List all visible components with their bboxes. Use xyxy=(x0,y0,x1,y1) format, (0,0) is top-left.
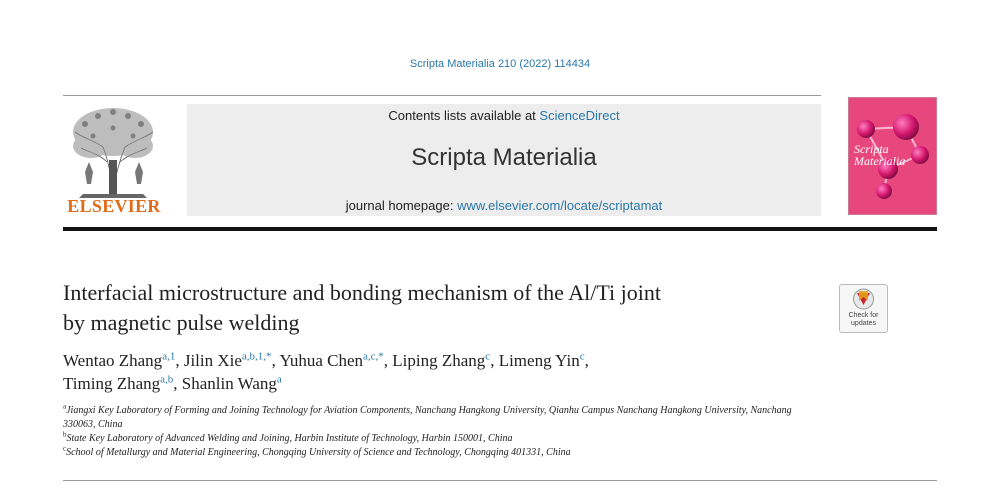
sciencedirect-link[interactable]: ScienceDirect xyxy=(539,108,620,123)
author-name[interactable]: Yuhua Chen xyxy=(279,351,364,370)
homepage-line xyxy=(187,198,821,213)
affiliation-item xyxy=(63,446,823,460)
article-title xyxy=(63,278,823,338)
journal-citation xyxy=(0,58,1000,70)
check-for-updates-button[interactable] xyxy=(839,284,888,333)
affiliation-text: School of Metallurgy and Material Engineering, Chongqing University of Science and Technology, Chongqing 401331, China xyxy=(66,447,571,458)
citation-link[interactable]: Scripta Materialia 210 (2022) 114434 xyxy=(409,58,591,70)
author-name[interactable]: Wentao Zhang xyxy=(63,351,163,370)
author-affil-marker[interactable]: a,1 xyxy=(162,350,176,363)
crossmark-line2: updates xyxy=(851,320,876,327)
author-name[interactable]: Shanlin Wang xyxy=(181,374,277,393)
header-thick-divider xyxy=(63,227,937,231)
article-title-line2: by magnetic pulse welding xyxy=(63,310,300,335)
author-name[interactable]: Timing Zhang xyxy=(63,374,161,393)
author-name[interactable]: Jilin Xie xyxy=(183,351,242,370)
author-separator: , xyxy=(490,351,499,370)
author-affil-marker[interactable]: a,b xyxy=(160,373,174,386)
author-line-1 xyxy=(63,349,823,372)
affiliation-item xyxy=(63,432,823,446)
author-name[interactable]: Limeng Yin xyxy=(498,351,580,370)
affiliation-label: b xyxy=(63,430,67,439)
affiliation-text: Jiangxi Key Laboratory of Forming and Joining Technology for Aviation Components, Nanchang Hangkong University, Qianhu Campus Nanchang Hangkong University, Nanchang 330063, China xyxy=(63,405,792,430)
article-title-line1: Interfacial microstructure and bonding mechanism of the Al/Ti joint xyxy=(63,280,661,305)
author-list xyxy=(63,349,823,395)
cover-title-line1: Scripta xyxy=(854,142,889,156)
author-affil-marker[interactable]: a,b,1,* xyxy=(241,350,272,363)
affiliation-label: c xyxy=(63,444,67,453)
author-affil-marker[interactable]: c xyxy=(485,350,491,363)
bottom-divider xyxy=(63,480,937,481)
author-affil-marker[interactable]: c xyxy=(579,350,585,363)
homepage-prefix: journal homepage: xyxy=(345,198,458,213)
crossmark-label xyxy=(840,312,887,328)
affiliation-text: State Key Laboratory of Advanced Welding and Joining, Harbin Institute of Technology, Harbin 150001, China xyxy=(66,433,513,444)
journal-header-box xyxy=(187,104,821,216)
author-separator: , xyxy=(173,374,182,393)
cover-title-line2: Materialia xyxy=(854,154,906,168)
journal-cover-image[interactable] xyxy=(848,97,937,215)
author-separator: , xyxy=(175,351,184,370)
affiliation-label: a xyxy=(63,402,67,411)
author-affil-marker[interactable]: a,c,* xyxy=(363,350,384,363)
journal-homepage-link[interactable]: www.elsevier.com/locate/scriptamat xyxy=(457,198,663,213)
author-separator: , xyxy=(383,351,393,370)
author-name[interactable]: Liping Zhang xyxy=(392,351,486,370)
elsevier-wordmark: ELSEVIER xyxy=(67,196,161,216)
affiliation-list xyxy=(63,404,823,460)
crossmark-icon xyxy=(840,285,887,313)
journal-title: Scripta Materialia xyxy=(411,144,597,171)
author-separator: , xyxy=(271,351,280,370)
crossmark-line1: Check for xyxy=(848,312,879,319)
affiliation-item xyxy=(63,404,823,432)
author-line-2 xyxy=(63,372,823,395)
contents-prefix: Contents lists available at xyxy=(388,108,540,123)
author-separator: , xyxy=(584,351,589,370)
header-divider xyxy=(63,95,821,96)
author-affil-marker[interactable]: a xyxy=(276,373,282,386)
contents-line xyxy=(187,108,821,123)
